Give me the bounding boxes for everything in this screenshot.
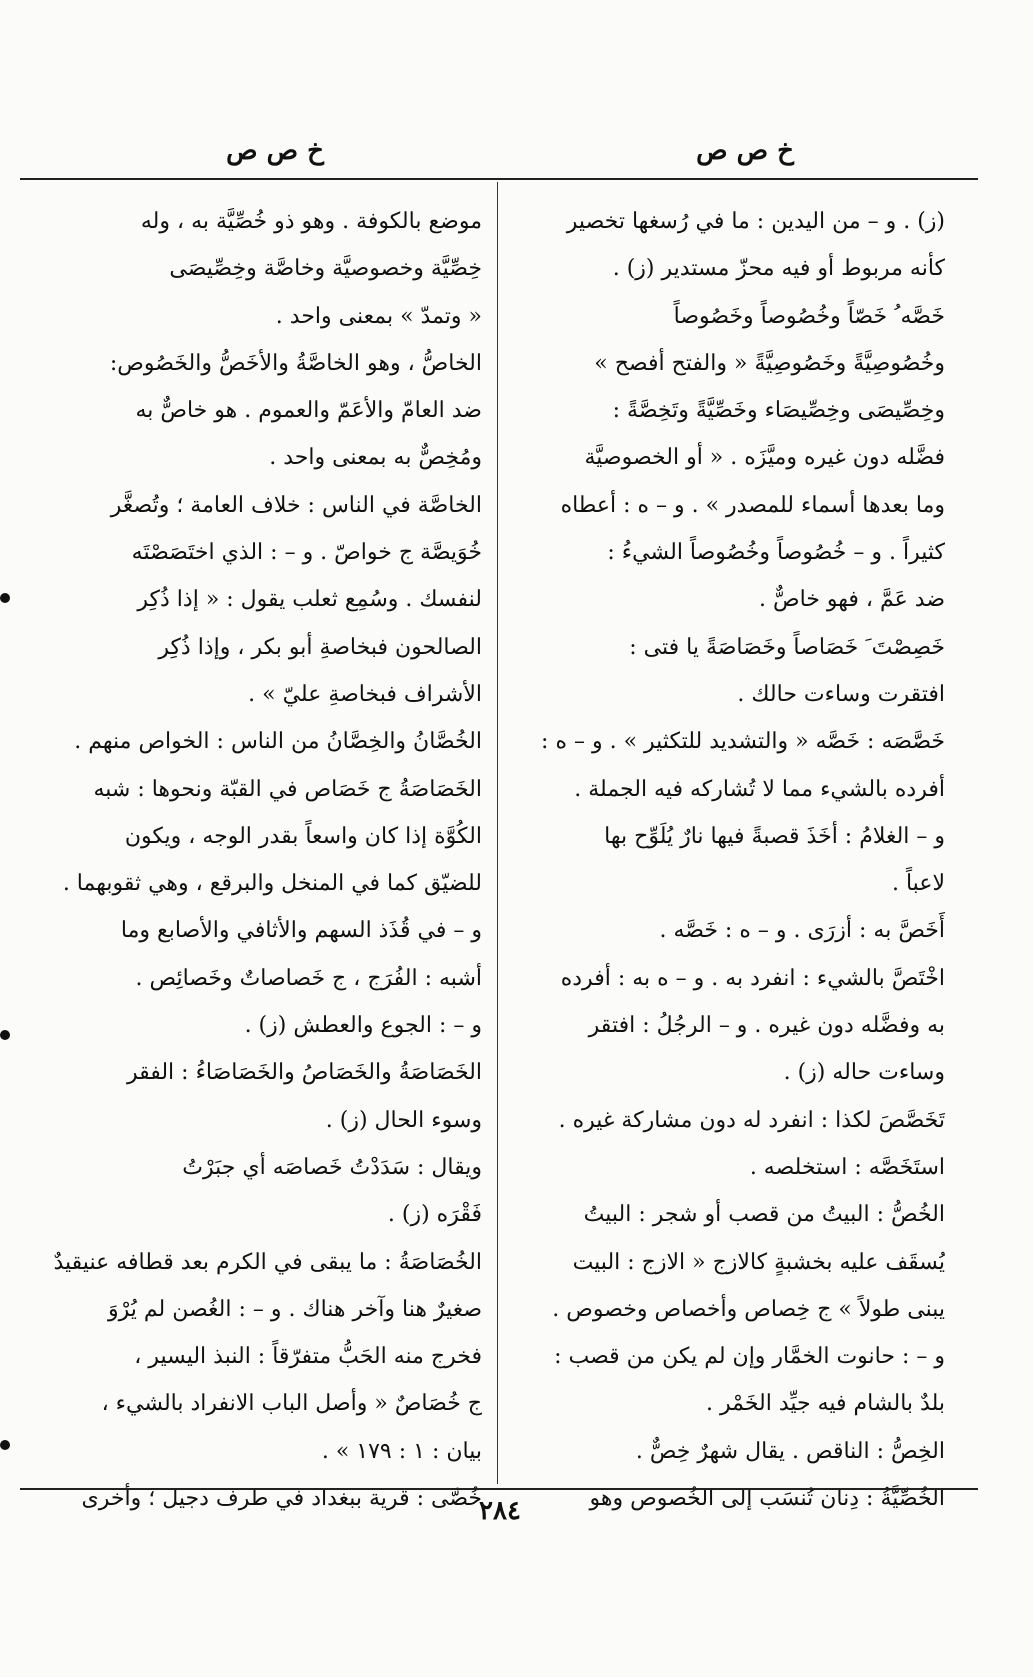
text-line: « وتمدّ » بمعنى واحد .	[275, 303, 482, 329]
text-line: صغيرٌ هنا وآخر هناك . و – : الغُصن لم يُرْوَ	[107, 1296, 482, 1322]
text-line: و – : حانوت الخمَّار وإن لم يكن من قصب :	[554, 1344, 945, 1370]
text-line: خُوَيصَّة ج خواصّ . و – : الذي اختَصَصْتَه	[131, 540, 482, 566]
text-line: للضيّق كما في المنخل والبرقع ، وهي ثقوبهما .	[62, 871, 482, 897]
text-line: وسوء الحال (ز) .	[325, 1107, 482, 1133]
text-line: يبنى طولاً » ج خِصاص وأخصاص وخصوص .	[552, 1296, 945, 1322]
column-divider	[497, 182, 498, 1484]
bottom-rule	[20, 1488, 978, 1490]
text-line: موضع بالكوفة . وهو ذو خُصِّيَّة به ، وله	[140, 209, 482, 234]
text-line: وساءت حاله (ز) .	[783, 1060, 945, 1086]
text-line: وخِصِّيصَى وخِصِّيصَاء وخَصِّيَّةً وتَخِصَّةً :	[612, 398, 945, 424]
right-column	[505, 198, 945, 1522]
text-line: و – في قُذَذ السهم والأثافي والأصابع وما	[120, 918, 482, 944]
text-line: ج خُصَاصٌ « وأصل الباب الانفراد بالشيء ،	[101, 1391, 482, 1417]
text-line: خَصِصْتَ َ خَصَاصاً وخَصَاصَةً يا فتى :	[629, 634, 945, 660]
text-line: أَخَصَّ به : أزرَى . و – ه : خَصَّه .	[659, 918, 945, 944]
text-line: يُسقَف عليه بخشبةٍ كالازج « الازج : البيت	[572, 1249, 945, 1275]
text-line: فخرج منه الحَبُّ متفرّقاً : النبذ اليسير ،	[134, 1344, 482, 1370]
text-line: خَصَّصَه : خَصَّه « والتشديد للتكثير » . و – ه :	[541, 729, 945, 755]
left-column	[37, 198, 482, 1522]
text-line: كأنه مربوط أو فيه محزّ مستدير (ز) .	[612, 256, 945, 282]
text-line: فضَّله دون غيره وميَّزَه . « أو الخصوصيَّة	[584, 445, 945, 471]
text-line: فَقْرَه (ز) .	[387, 1202, 482, 1228]
text-line: افتقرت وساءت حالك .	[737, 681, 945, 707]
top-rule	[20, 178, 978, 180]
text-line: أفرده بالشيء مما لا تُشاركه فيه الجملة .	[574, 776, 945, 802]
text-line: الخُصَاصَةُ : ما يبقى في الكرم بعد قطافه عنيقيدٌ	[53, 1249, 482, 1275]
header-left-root-letters: خ ص ص	[226, 136, 324, 166]
text-line: وخُصُوصِيَّةً وخَصُوصِيَّةً « والفتح أفصح »	[594, 350, 945, 376]
text-line: الخُصِّيَّةُ : دِنان تُنسَب إلى الخُصوص وهو	[589, 1486, 945, 1512]
text-line: ضد العامّ والأعَمّ والعموم . هو خاصٌّ به	[135, 398, 482, 424]
text-line: خِصِّيَّة وخصوصيَّة وخاصَّة وخِصِّيصَى	[169, 256, 482, 282]
text-line: ومُخِصٌّ به بمعنى واحد .	[269, 445, 482, 471]
text-line: كثيراً . و – خُصُوصاً وخُصُوصاً الشيءُ :	[607, 540, 945, 566]
margin-mark	[0, 1440, 10, 1450]
text-line: الخاصَّة في الناس : خلاف العامة ؛ وتُصغَّر	[110, 492, 482, 518]
text-line: به وفضَّله دون غيره . و – الرجُلُ : افتقر	[588, 1013, 945, 1039]
text-line: الخَصَاصَةُ والخَصَاصُ والخَصَاصَاءُ : الفقر	[126, 1060, 482, 1086]
text-line: و – : الجوع والعطش (ز) .	[244, 1013, 482, 1039]
text-line: ويقال : سَدَدْتُ خَصاصَه أي جبَرْتُ	[182, 1154, 482, 1180]
text-line: لاعباً .	[891, 871, 945, 897]
text-line: وما بعدها أسماء للمصدر » . و – ه : أعطاه	[560, 492, 945, 518]
text-line: و – الغلامُ : أخَذَ قصبةً فيها نارٌ يُلَوِّح بها	[604, 823, 945, 849]
header-right-root-letters: خ ص ص	[696, 136, 794, 166]
text-line: الأشراف فبخاصةِ عليّ » .	[248, 681, 482, 707]
text-line: أشبه : الفُرَج ، ج خَصاصاتٌ وخَصائِص .	[135, 965, 482, 991]
text-line: الكُوَّة إذا كان واسعاً بقدر الوجه ، ويكون	[124, 823, 482, 849]
page-header	[40, 136, 980, 176]
text-line: الخَصَاصَةُ ج خَصَاص في القبّة ونحوها : شبه	[93, 776, 482, 802]
text-line: الخِصُّ : الناقص . يقال شهرٌ خِصٌّ .	[635, 1438, 945, 1464]
text-line: ضد عَمَّ ، فهو خاصٌّ .	[759, 587, 945, 613]
text-line: الصالحون فبخاصةِ أبو بكر ، وإذا ذُكِر	[158, 634, 482, 660]
margin-mark	[0, 1030, 10, 1040]
text-line: خَصَّه ُ خَصّاً وخُصُوصاً وخَصُوصاً	[673, 303, 945, 329]
text-line: لنفسك . وسُمِع ثعلب يقول : « إذا ذُكِر	[137, 587, 482, 613]
text-line: تَخَصَّصَ لكذا : انفرد له دون مشاركة غيره .	[558, 1107, 945, 1133]
text-line: اخْتَصَّ بالشيء : انفرد به . و – ه به : أفرده	[560, 965, 945, 991]
text-line: الخُصَّانُ والخِصَّانُ من الناس : الخواص منهم .	[74, 729, 482, 755]
margin-mark	[0, 593, 10, 603]
text-line: الخُصُّ : البيتُ من قصب أو شجر : البيتُ	[583, 1202, 945, 1228]
text-line: الخاصُّ ، وهو الخاصَّةُ والأخَصُّ والخَصُوص:	[109, 350, 482, 376]
text-line: استَخَصَّه : استخلصه .	[749, 1154, 945, 1180]
text-line: خُصَّى : قرية ببغداد في طرف دجيل ؛ وأخرى	[81, 1486, 482, 1512]
text-line: بلدٌ بالشام فيه جيِّد الخَمْر .	[705, 1391, 945, 1417]
text-line: (ز) . و – من اليدين : ما في رُسغها تخصير	[566, 209, 945, 234]
text-line: بيان : ١ : ١٧٩ » .	[321, 1438, 482, 1464]
page-number: ٢٨٤	[479, 1496, 521, 1526]
